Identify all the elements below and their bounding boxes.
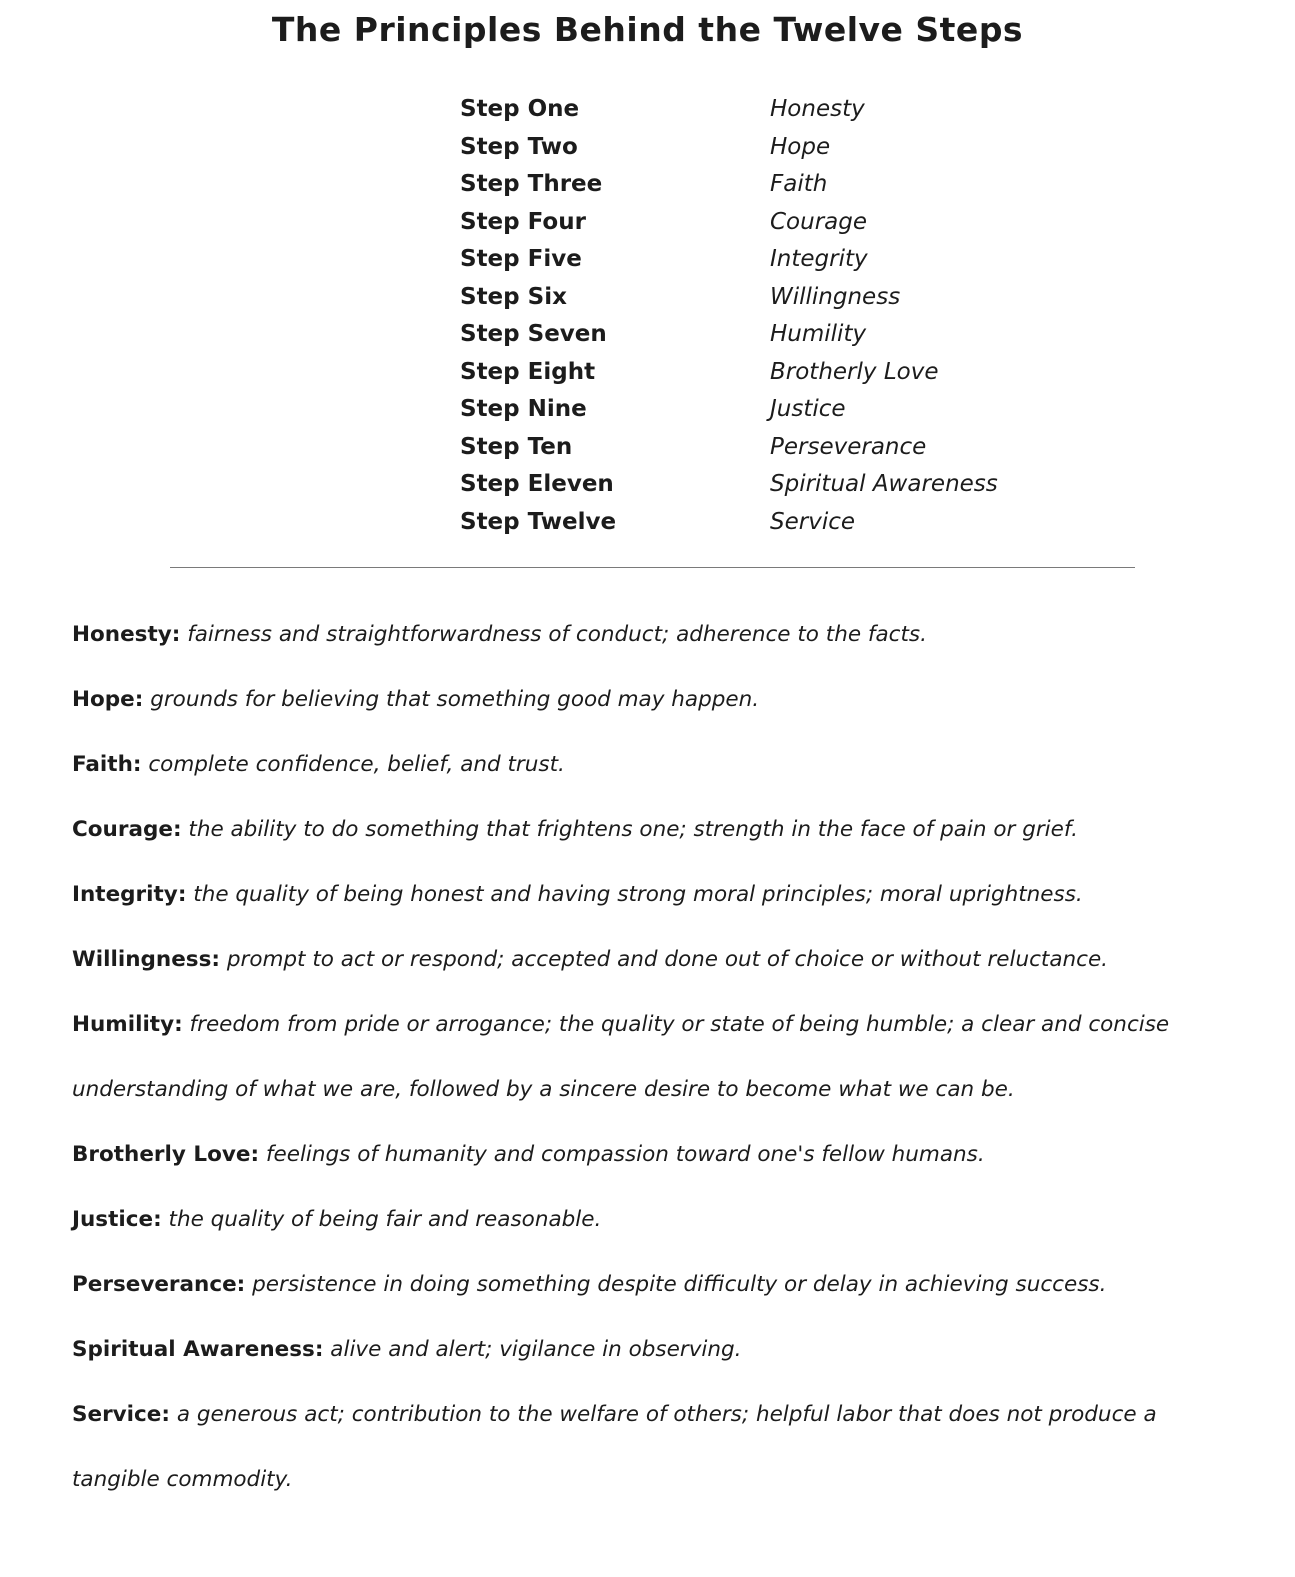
definition-item bbox=[72, 1382, 1217, 1512]
definition-term: Hope: bbox=[72, 687, 144, 712]
step-name: Step Six bbox=[460, 283, 567, 310]
definition-text: prompt to act or respond; accepted and done out of choice or without reluctance. bbox=[226, 947, 1109, 972]
definition-term: Willingness: bbox=[72, 947, 220, 972]
step-principle: Courage bbox=[770, 208, 868, 235]
definition-item bbox=[72, 862, 1217, 927]
definition-text: the ability to do something that frightens one; strength in the face of pain or grief. bbox=[188, 817, 1078, 842]
definition-item bbox=[72, 992, 1217, 1122]
step-name: Step Two bbox=[460, 133, 578, 160]
definition-item bbox=[72, 1122, 1217, 1187]
definition-item bbox=[72, 1187, 1217, 1252]
definition-item bbox=[72, 927, 1217, 992]
definition-term: Integrity: bbox=[72, 882, 187, 907]
definitions-list bbox=[72, 602, 1217, 1512]
definition-item bbox=[72, 667, 1217, 732]
step-row bbox=[460, 504, 1295, 542]
step-principle: Service bbox=[770, 508, 856, 535]
step-principle: Brotherly Love bbox=[770, 358, 939, 385]
step-principle: Integrity bbox=[770, 246, 868, 272]
step-row bbox=[460, 204, 1295, 242]
step-row bbox=[460, 279, 1295, 317]
step-principle: Spiritual Awareness bbox=[770, 471, 998, 497]
definition-text: the quality of being honest and having strong moral principles; moral uprightness. bbox=[193, 882, 1083, 907]
definition-item bbox=[72, 1252, 1217, 1317]
step-principle: Honesty bbox=[770, 96, 865, 122]
step-name: Step Ten bbox=[460, 433, 573, 460]
step-row bbox=[460, 354, 1295, 392]
steps-list bbox=[460, 91, 1295, 541]
step-name: Step Three bbox=[460, 171, 603, 197]
definition-text: complete confidence, belief, and trust. bbox=[148, 752, 565, 777]
step-principle: Justice bbox=[770, 396, 846, 422]
definition-term: Humility: bbox=[72, 1012, 183, 1037]
step-principle: Willingness bbox=[770, 283, 901, 310]
step-name: Step Eleven bbox=[460, 471, 614, 497]
definition-term: Honesty: bbox=[72, 622, 181, 647]
page-title: The Principles Behind the Twelve Steps bbox=[271, 10, 1024, 49]
step-principle: Hope bbox=[770, 133, 831, 160]
definition-text: a generous act; contribution to the welfare of others; helpful labor that does not produce a tangible commodity. bbox=[72, 1402, 1157, 1492]
definition-text: freedom from pride or arrogance; the quality or state of being humble; a clear and concise understanding of what we are, followed by a sincere desire to become what we can be. bbox=[72, 1012, 1170, 1102]
definition-term: Perseverance: bbox=[72, 1272, 246, 1297]
step-principle: Faith bbox=[770, 171, 828, 197]
definition-text: grounds for believing that something good may happen. bbox=[150, 687, 760, 712]
step-row bbox=[460, 91, 1295, 129]
definition-text: persistence in doing something despite difficulty or delay in achieving success. bbox=[252, 1272, 1107, 1297]
definition-text: alive and alert; vigilance in observing. bbox=[330, 1337, 742, 1362]
definition-text: the quality of being fair and reasonable. bbox=[168, 1207, 602, 1232]
definition-item bbox=[72, 1317, 1217, 1382]
section-divider bbox=[170, 567, 1135, 568]
step-name: Step One bbox=[460, 96, 580, 122]
step-row bbox=[460, 241, 1295, 279]
definition-item bbox=[72, 732, 1217, 797]
step-name: Step Five bbox=[460, 246, 582, 272]
definition-term: Brotherly Love: bbox=[72, 1142, 260, 1167]
definition-text: feelings of humanity and compassion toward one's fellow humans. bbox=[265, 1142, 985, 1167]
step-name: Step Nine bbox=[460, 396, 587, 422]
definition-item bbox=[72, 602, 1217, 667]
step-row bbox=[460, 429, 1295, 467]
step-name: Step Four bbox=[460, 208, 586, 235]
step-principle: Perseverance bbox=[770, 433, 927, 460]
step-row bbox=[460, 316, 1295, 354]
step-principle: Humility bbox=[770, 321, 867, 347]
step-row bbox=[460, 166, 1295, 204]
step-row bbox=[460, 391, 1295, 429]
step-name: Step Seven bbox=[460, 321, 607, 347]
step-name: Step Eight bbox=[460, 358, 596, 385]
definition-text: fairness and straightforwardness of conduct; adherence to the facts. bbox=[187, 622, 927, 647]
definition-item bbox=[72, 797, 1217, 862]
step-row bbox=[460, 466, 1295, 504]
definition-term: Justice: bbox=[72, 1207, 162, 1232]
definition-term: Courage: bbox=[72, 817, 182, 842]
definition-term: Service: bbox=[72, 1402, 170, 1427]
definition-term: Faith: bbox=[72, 752, 142, 777]
step-name: Step Twelve bbox=[460, 508, 617, 535]
step-row bbox=[460, 129, 1295, 167]
definition-term: Spiritual Awareness: bbox=[72, 1337, 324, 1362]
